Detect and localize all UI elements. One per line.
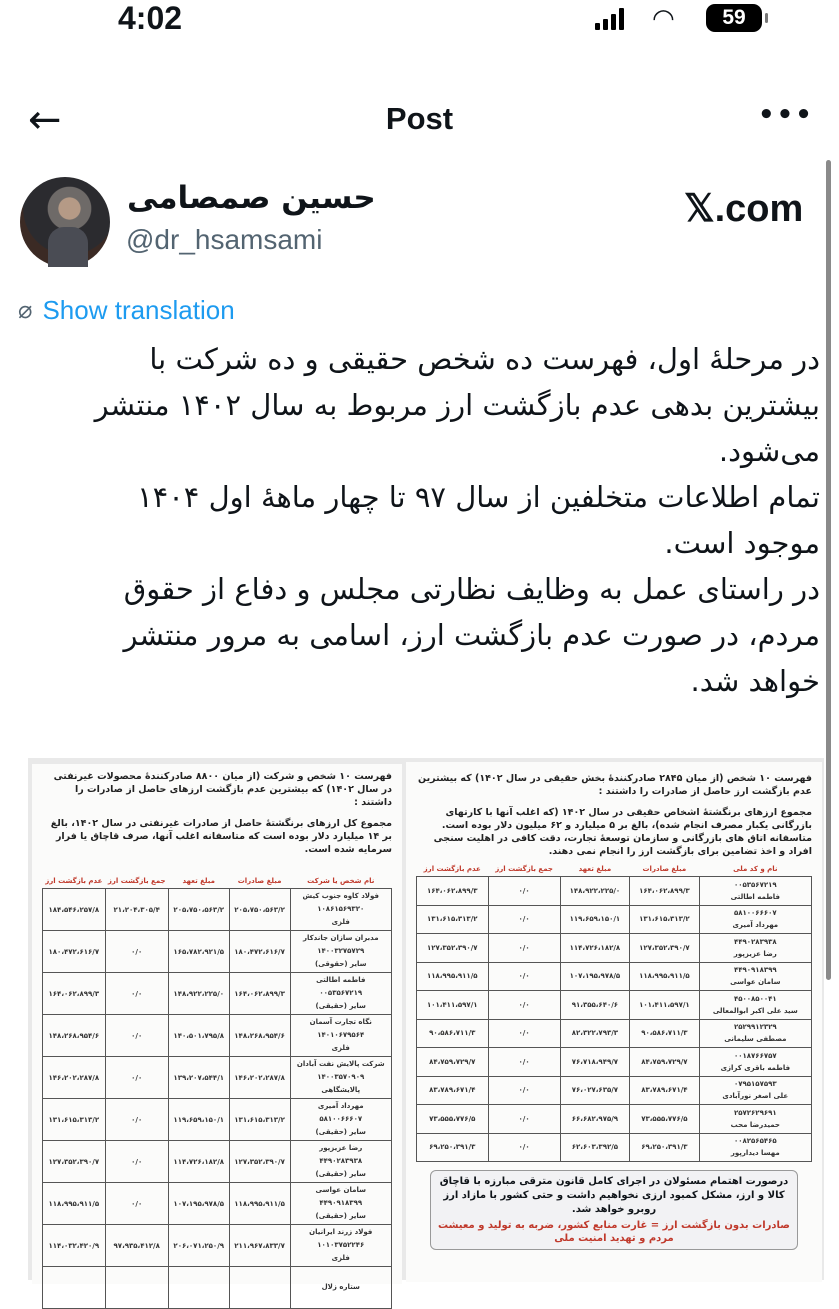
- column-header: جمع بازگشت ارز: [107, 877, 166, 885]
- cell-unreturned: ۱۶۴،۰۶۲،۸۹۹/۳: [417, 877, 489, 906]
- name-cell: [290, 889, 391, 931]
- table-row: [417, 934, 812, 963]
- cell-name: علی اصغر نورآبادی: [722, 1092, 789, 1101]
- cell-commitment: ۶۲،۶۰۳،۳۹۲/۵: [560, 1133, 629, 1162]
- cell-commitment: ۱۶۵،۷۸۲،۹۲۱/۵: [168, 931, 229, 973]
- cell-commitment: ۱۴۸،۹۲۲،۲۲۵/۰: [560, 877, 629, 906]
- table-row: [43, 1225, 392, 1267]
- cell-returned: [105, 1267, 168, 1309]
- cell-commitment: ۱۴۰،۵۰۱،۷۹۵/۸: [168, 1015, 229, 1057]
- tweet-line: موجود است.: [664, 526, 820, 560]
- cell-code: ۴۴۹۰۲۸۳۹۳۸: [733, 937, 777, 946]
- cell-exports: ۷۳،۵۵۵،۷۷۶/۵: [630, 1105, 699, 1134]
- cell-returned: ۰/۰: [488, 962, 560, 991]
- cell-unreturned: ۱۲۷،۳۵۲،۳۹۰/۷: [43, 1141, 106, 1183]
- note-text: درصورت اهتمام مسئولان در اجرای کامل قانون مترقی مبارزه با قاچاق کالا و ارز، مشکل کمبود ارزی نخواهیم داشت و حتی کشور با مازاد ارز روبرو خواهد شد.: [439, 1176, 789, 1215]
- cell-type: سایر (حقیقی): [315, 1212, 366, 1220]
- cell-name: رضا عزیزپور: [319, 1144, 363, 1152]
- page-title: Post: [385, 101, 454, 136]
- cell-exports: ۶۹،۲۵۰،۳۹۱/۳: [630, 1133, 699, 1162]
- name-cell: [699, 1019, 811, 1048]
- cell-returned: ۰/۰: [488, 1105, 560, 1134]
- cell-returned: ۰/۰: [105, 1183, 168, 1225]
- cell-name: فولاد کاوه جنوب کیش: [302, 892, 379, 900]
- name-cell: [699, 1105, 811, 1134]
- cell-name: سید علی اکبر ابوالمعالی: [712, 1006, 798, 1015]
- cell-name: فولاد زرند ایرانیان: [309, 1228, 373, 1236]
- cell-code: ۱۴۰۱۰۶۷۹۵۶۴: [317, 1031, 365, 1039]
- cell-type: سایر (حقیقی): [315, 1128, 366, 1136]
- note-warning: صادرات بدون بازگشت ارز = غارت منابع کشور، ضربه به تولید و معیشت مردم و تهدید امنیت ملی: [438, 1220, 790, 1244]
- battery-indicator: 59: [706, 4, 762, 32]
- table-row: [417, 877, 812, 906]
- document-page-individuals: [406, 762, 822, 1282]
- cell-commitment: ۷۶،۰۲۷،۶۳۵/۷: [560, 1076, 629, 1105]
- cell-code: ۴۴۹۰۲۸۳۹۳۸: [319, 1157, 363, 1165]
- cell-code: ۰۰۵۳۵۶۷۲۱۹: [319, 989, 363, 997]
- cell-exports: ۲۰۵،۷۵۰،۵۶۳/۲: [229, 889, 290, 931]
- name-cell: [699, 991, 811, 1020]
- cell-unreturned: ۱۴۶،۲۰۲،۲۸۷/۸: [43, 1057, 106, 1099]
- cell-returned: ۰/۰: [488, 1019, 560, 1048]
- cell-commitment: ۲۰۵،۷۵۰،۵۶۳/۲: [168, 889, 229, 931]
- cell-unreturned: ۸۳،۷۸۹،۶۷۱/۴: [417, 1076, 489, 1105]
- name-cell: [699, 1048, 811, 1077]
- cell-unreturned: ۱۸۴،۵۴۶،۲۵۷/۸: [43, 889, 106, 931]
- table-row: [417, 1076, 812, 1105]
- wifi-icon: ◠: [652, 4, 675, 34]
- cell-name: شرکت پالایش نفت آبادان: [296, 1060, 385, 1068]
- show-translation-label: Show translation: [42, 295, 235, 325]
- cell-commitment: ۱۴۸،۹۲۲،۲۲۵/۰: [168, 973, 229, 1015]
- cell-name: فاطمه باقری کرازی: [720, 1063, 791, 1072]
- table-row: [417, 962, 812, 991]
- individuals-table: [416, 862, 812, 1162]
- cell-code: ۵۸۱۰۰۶۶۶۰۷: [733, 909, 777, 918]
- cell-code: ۰۰۸۲۵۶۵۴۶۵: [733, 1137, 777, 1146]
- tweet-text: [60, 336, 820, 704]
- cell-unreturned: [43, 1267, 106, 1309]
- arrow-left-icon[interactable]: ←: [28, 97, 62, 143]
- cell-exports: ۱۰۱،۴۱۱،۵۹۷/۱: [630, 991, 699, 1020]
- avatar[interactable]: [20, 177, 110, 267]
- cell-exports: ۱۸۰،۴۷۲،۶۱۶/۷: [229, 931, 290, 973]
- column-header: جمع بازگشت ارز: [495, 865, 553, 873]
- cell-unreturned: ۱۱۴،۰۳۲،۴۲۰/۹: [43, 1225, 106, 1267]
- cell-unreturned: ۸۴،۷۵۹،۷۲۹/۷: [417, 1048, 489, 1077]
- cell-unreturned: ۱۸۰،۴۷۲،۶۱۶/۷: [43, 931, 106, 973]
- cell-returned: ۰/۰: [488, 1048, 560, 1077]
- cell-returned: ۰/۰: [105, 1015, 168, 1057]
- table-row: [417, 1105, 812, 1134]
- cell-unreturned: ۱۱۸،۹۹۵،۹۱۱/۵: [43, 1183, 106, 1225]
- author-handle[interactable]: @dr_hsamsami: [126, 224, 323, 255]
- cell-name: ستاره زلال: [321, 1283, 360, 1291]
- cell-exports: ۸۴،۷۵۹،۷۲۹/۷: [630, 1048, 699, 1077]
- cell-code: ۴۴۹۰۹۱۸۳۹۹: [733, 966, 777, 975]
- cell-unreturned: ۱۴۸،۲۶۸،۹۵۴/۶: [43, 1015, 106, 1057]
- name-cell: [290, 1225, 391, 1267]
- cell-commitment: [168, 1267, 229, 1309]
- name-cell: [290, 973, 391, 1015]
- cell-returned: ۰/۰: [105, 1057, 168, 1099]
- cell-code: ۱۰۸۶۱۵۶۹۳۲۰: [317, 905, 365, 913]
- cell-returned: ۰/۰: [488, 991, 560, 1020]
- cell-unreturned: ۷۳،۵۵۵،۷۷۶/۵: [417, 1105, 489, 1134]
- cell-returned: ۰/۰: [488, 934, 560, 963]
- cell-returned: ۰/۰: [488, 877, 560, 906]
- cell-name: مصطفی سلیمانی: [724, 1035, 787, 1044]
- cell-unreturned: ۱۳۱،۶۱۵،۳۱۳/۲: [417, 905, 489, 934]
- cell-code: ۱۰۱۰۳۷۵۲۲۴۶: [317, 1241, 365, 1249]
- cell-code: ۵۸۱۰۰۶۶۶۰۷: [319, 1115, 363, 1123]
- doc-title: فهرست ۱۰ شخص (از میان ۲۸۴۵ صادرکنندهٔ بخش حقیقی در سال ۱۴۰۲) که بیشترین عدم بازگشت ارز حاصل از صادرات را داشتند :: [418, 773, 812, 797]
- cell-exports: ۱۳۱،۶۱۵،۳۱۳/۲: [630, 905, 699, 934]
- cell-exports: ۱۴۸،۲۶۸،۹۵۴/۶: [229, 1015, 290, 1057]
- cell-name: مهرداد آمیری: [317, 1102, 364, 1110]
- cell-name: نگاه تجارت آسمان: [309, 1018, 372, 1026]
- table-row: [43, 1267, 392, 1309]
- cell-commitment: ۱۳۹،۲۰۷،۵۴۴/۱: [168, 1057, 229, 1099]
- cell-commitment: ۲۰۶،۰۷۱،۲۵۰/۹: [168, 1225, 229, 1267]
- cell-unreturned: ۱۲۷،۳۵۲،۳۹۰/۷: [417, 934, 489, 963]
- cell-code: ۱۴۰۰۳۲۷۵۷۲۹: [317, 947, 365, 955]
- cell-exports: ۱۲۷،۳۵۲،۳۹۰/۷: [630, 934, 699, 963]
- cell-returned: ۹۷،۹۳۵،۴۱۲/۸: [105, 1225, 168, 1267]
- table-row: [43, 1183, 392, 1225]
- cell-code: ۱۴۰۰۳۵۷۰۹۰۹: [317, 1073, 365, 1081]
- name-cell: [290, 1015, 391, 1057]
- cell-name: سامان عواسی: [730, 978, 781, 987]
- name-cell: [290, 1057, 391, 1099]
- cell-code: ۴۴۹۰۹۱۸۳۹۹: [319, 1199, 363, 1207]
- author-name[interactable]: حسین صمصامی: [127, 180, 376, 216]
- cell-code: ۰۰۵۳۵۶۷۲۱۹: [733, 880, 777, 889]
- cell-name: مهسا دیدارپور: [730, 1149, 780, 1158]
- column-header: نام شخص یا شرکت: [307, 877, 375, 885]
- cell-type: سایر (حقیقی): [315, 1170, 366, 1178]
- cell-name: فاطمه اطالتی: [730, 892, 780, 901]
- tweet-line: مردم، در صورت عدم بازگشت ارز، اسامی به مرور منتشر: [123, 618, 820, 652]
- cell-type: فلزی: [331, 1254, 350, 1262]
- cell-code: ۲۵۲۹۹۱۲۳۲۹: [733, 1023, 777, 1032]
- doc-subtitle: مجموع کل ارزهای برنگشتهٔ حاصل از صادرات غیرنفتی در سال ۱۴۰۲، بالغ بر ۱۴ میلیارد دلار بوده است که متاسفانه اغلب آنها، صرف قاچاق یا فرار سرمایه شده است.: [50, 818, 392, 855]
- doc-title: فهرست ۱۰ شخص و شرکت (از میان ۸۸۰۰ صادرکنندهٔ محصولات غیرنفتی در سال ۱۴۰۲) که بیشترین عدم بازگشت ارزهای حاصل از صادرات را داشتند :: [53, 771, 392, 808]
- cell-commitment: ۱۱۴،۷۲۶،۱۸۲/۸: [560, 934, 629, 963]
- name-cell: [290, 1267, 391, 1309]
- document-page-companies: [32, 764, 402, 1291]
- name-cell: [290, 1141, 391, 1183]
- cell-exports: ۱۳۱،۶۱۵،۳۱۳/۲: [229, 1099, 290, 1141]
- cell-code: ۲۵۷۲۶۲۹۶۹۱: [733, 1108, 777, 1117]
- cell-code: ۰۷۹۵۱۵۷۵۹۳: [733, 1080, 777, 1089]
- name-cell: [699, 1076, 811, 1105]
- cell-name: مدبران سازان جاندکار: [302, 934, 379, 942]
- translate-icon: ⌀: [18, 297, 33, 324]
- cell-name: سامان عواسی: [315, 1186, 366, 1194]
- companies-table: [42, 874, 392, 1309]
- name-cell: [699, 1133, 811, 1162]
- cell-unreturned: ۱۰۱،۴۱۱،۵۹۷/۱: [417, 991, 489, 1020]
- tweet-line: تمام اطلاعات متخلفین از سال ۹۷ تا چهار ماههٔ اول ۱۴۰۴: [137, 480, 820, 514]
- cell-commitment: ۱۱۴،۷۲۶،۱۸۲/۸: [168, 1141, 229, 1183]
- cell-code: ۴۵۰۰۸۵۰۰۴۱: [733, 994, 777, 1003]
- cell-exports: [229, 1267, 290, 1309]
- table-row: [43, 1015, 392, 1057]
- cell-name: حمیدرضا محب: [730, 1120, 780, 1129]
- name-cell: [699, 934, 811, 963]
- cell-returned: ۰/۰: [488, 905, 560, 934]
- cell-unreturned: ۱۳۱،۶۱۵،۳۱۳/۲: [43, 1099, 106, 1141]
- cell-unreturned: ۱۱۸،۹۹۵،۹۱۱/۵: [417, 962, 489, 991]
- cell-exports: ۱۴۶،۲۰۲،۲۸۷/۸: [229, 1057, 290, 1099]
- column-header: مبلغ صادرات: [642, 865, 687, 873]
- cell-unreturned: ۱۶۴،۰۶۲،۸۹۹/۳: [43, 973, 106, 1015]
- cell-commitment: ۱۱۹،۶۵۹،۱۵۰/۱: [168, 1099, 229, 1141]
- column-header: عدم بازگشت ارز: [45, 877, 103, 885]
- column-header: عدم بازگشت ارز: [423, 865, 481, 873]
- cell-unreturned: ۹۰،۵۸۶،۷۱۱/۳: [417, 1019, 489, 1048]
- cell-unreturned: ۶۹،۲۵۰،۳۹۱/۳: [417, 1133, 489, 1162]
- note-box: [430, 1170, 798, 1250]
- name-cell: [290, 1183, 391, 1225]
- table-row: [43, 1099, 392, 1141]
- cell-returned: ۲۱،۲۰۴،۳۰۵/۴: [105, 889, 168, 931]
- cell-exports: ۱۶۴،۰۶۲،۸۹۹/۳: [630, 877, 699, 906]
- tweet-line: در راستای عمل به وظایف نظارتی مجلس و دفاع از حقوق: [123, 572, 820, 606]
- cell-exports: ۱۶۴،۰۶۲،۸۹۹/۳: [229, 973, 290, 1015]
- tweet-line: خواهد شد.: [690, 664, 820, 698]
- cell-commitment: ۱۰۷،۱۹۵،۹۷۸/۵: [168, 1183, 229, 1225]
- cell-exports: ۲۱۱،۹۶۷،۸۳۳/۷: [229, 1225, 290, 1267]
- cell-exports: ۱۱۸،۹۹۵،۹۱۱/۵: [229, 1183, 290, 1225]
- more-icon[interactable]: •••: [758, 100, 814, 130]
- cell-type: پالایشگاهی: [321, 1086, 361, 1094]
- table-row: [417, 1133, 812, 1162]
- column-header: نام و کد ملی: [733, 865, 778, 873]
- cell-exports: ۱۲۷،۳۵۲،۳۹۰/۷: [229, 1141, 290, 1183]
- tweet-line: می‌شود.: [718, 434, 820, 468]
- table-row: [417, 1048, 812, 1077]
- cell-exports: ۸۳،۷۸۹،۶۷۱/۴: [630, 1076, 699, 1105]
- cell-returned: ۰/۰: [105, 931, 168, 973]
- doc-subtitle: مجموع ارزهای برنگشتهٔ اشخاص حقیقی در سال ۱۴۰۲ (که اغلب آنها با کارتهای بازرگانی یکبار مصرف انجام شده)، بالغ بر ۵ میلیارد و ۶۲ میلیون دلار بوده است. متاسفانه اتاق های بازرگانی و سازمان توسعهٔ تجارت، دقت کافی در اهلیت سنجی افراد و اخذ تضامین برای بازگشت ارز را انجام نمی دهند.: [433, 807, 812, 857]
- cell-name: فاطمه اطالتی: [316, 976, 366, 984]
- cell-type: سایر (حقوقی): [315, 960, 367, 968]
- cell-commitment: ۶۶،۶۸۲،۹۷۵/۹: [560, 1105, 629, 1134]
- cell-exports: ۹۰،۵۸۶،۷۱۱/۳: [630, 1019, 699, 1048]
- cell-code: ۰۰۱۸۷۶۶۷۵۷: [733, 1051, 777, 1060]
- name-cell: [290, 931, 391, 973]
- cell-commitment: ۹۱،۳۵۵،۶۴۰/۶: [560, 991, 629, 1020]
- tweet-line: در مرحلهٔ اول، فهرست ده شخص حقیقی و ده شرکت با: [149, 342, 820, 376]
- show-translation-link[interactable]: [18, 295, 235, 326]
- name-cell: [699, 877, 811, 906]
- table-row: [43, 931, 392, 973]
- cell-exports: ۱۱۸،۹۹۵،۹۱۱/۵: [630, 962, 699, 991]
- table-row: [43, 1141, 392, 1183]
- cell-returned: ۰/۰: [105, 1141, 168, 1183]
- cell-name: رضا عزیزپور: [733, 949, 777, 958]
- table-row: [417, 905, 812, 934]
- cell-commitment: ۱۰۷،۱۹۵،۹۷۸/۵: [560, 962, 629, 991]
- cell-commitment: ۷۶،۷۱۸،۹۴۹/۷: [560, 1048, 629, 1077]
- cell-commitment: ۸۲،۳۲۲،۷۹۳/۳: [560, 1019, 629, 1048]
- column-header: مبلغ تعهد: [578, 865, 612, 873]
- name-cell: [699, 962, 811, 991]
- cell-returned: ۰/۰: [105, 973, 168, 1015]
- table-row: [43, 1057, 392, 1099]
- scrollbar[interactable]: [826, 160, 831, 980]
- signal-icon: [595, 8, 624, 30]
- table-row: [43, 973, 392, 1015]
- table-row: [417, 1019, 812, 1048]
- cell-name: مهرداد آمیری: [732, 921, 779, 930]
- status-time: 4:02: [118, 0, 183, 36]
- watermark: 𝕏.com: [684, 188, 804, 230]
- cell-type: فلزی: [331, 918, 350, 926]
- name-cell: [290, 1099, 391, 1141]
- cell-returned: ۰/۰: [488, 1076, 560, 1105]
- cell-commitment: ۱۱۹،۶۵۹،۱۵۰/۱: [560, 905, 629, 934]
- cell-type: سایر (حقیقی): [315, 1002, 366, 1010]
- column-header: مبلغ صادرات: [237, 877, 282, 885]
- column-header: مبلغ تعهد: [182, 877, 215, 885]
- cell-returned: ۰/۰: [105, 1099, 168, 1141]
- name-cell: [699, 905, 811, 934]
- cell-type: فلزی: [331, 1044, 350, 1052]
- table-row: [43, 889, 392, 931]
- tweet-line: بیشترین بدهی عدم بازگشت ارز مربوط به سال ۱۴۰۲ منتشر: [94, 388, 820, 422]
- post-image[interactable]: [28, 758, 824, 1291]
- cell-returned: ۰/۰: [488, 1133, 560, 1162]
- table-row: [417, 991, 812, 1020]
